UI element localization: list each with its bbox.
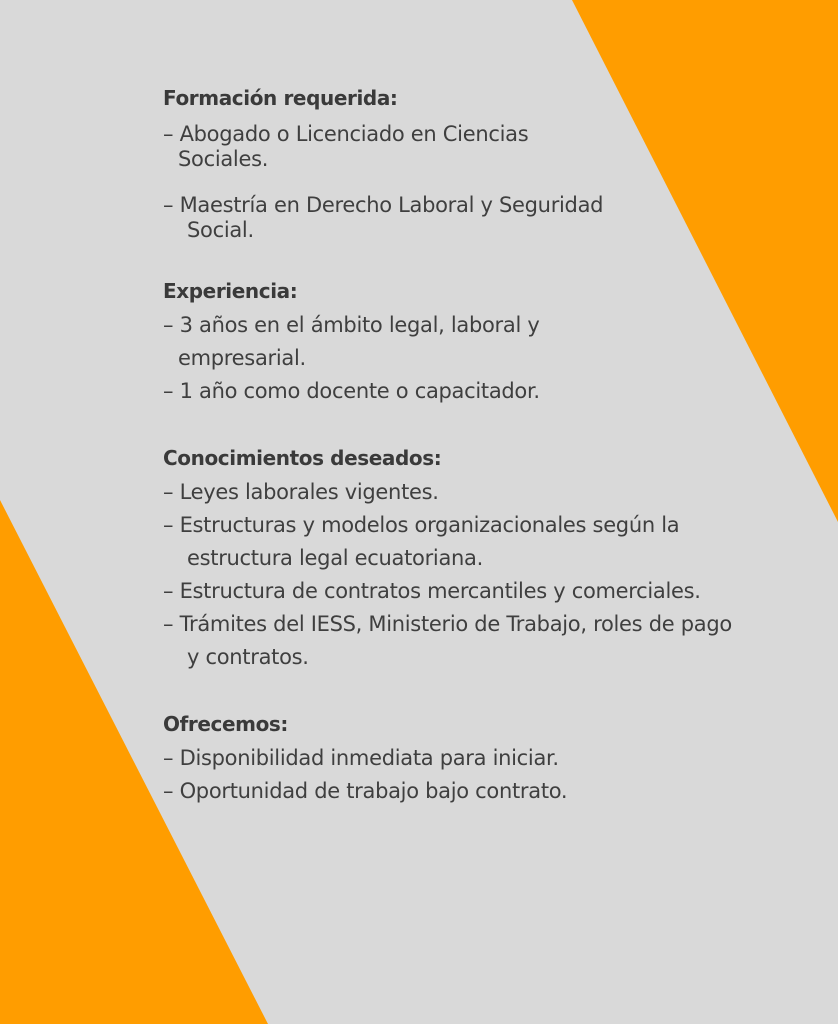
job-requirements [163, 86, 803, 808]
list-item-line: – 1 año como docente o capacitador. [163, 379, 540, 403]
list-item-continuation: estructura legal ecuatoriana. [187, 546, 483, 570]
list-item [163, 193, 803, 243]
list-item-line: – 3 años en el ámbito legal, laboral y [163, 313, 540, 337]
list-item-continuation: Sociales. [178, 147, 269, 171]
section-ofrecemos [163, 712, 803, 808]
list-item-line: – Abogado o Licenciado en Ciencias [163, 122, 529, 146]
section-heading: Conocimientos deseados: [163, 446, 442, 470]
list-item [163, 476, 803, 509]
list-item [163, 575, 803, 608]
list-item [163, 309, 803, 375]
list-item [163, 742, 803, 775]
section-conocimientos [163, 446, 803, 674]
list-item-line: – Oportunidad de trabajo bajo contrato. [163, 779, 568, 803]
list-item [163, 608, 803, 674]
list-item-line: – Maestría en Derecho Laboral y Seguridad [163, 193, 604, 217]
list-item-continuation: Social. [187, 218, 254, 242]
list-item-line: – Estructuras y modelos organizacionales según la [163, 513, 680, 537]
list-item [163, 775, 803, 808]
list-item-line: – Leyes laborales vigentes. [163, 480, 439, 504]
section-heading: Ofrecemos: [163, 712, 289, 736]
section-formacion [163, 86, 803, 243]
list-item [163, 375, 803, 408]
list-item-continuation: y contratos. [187, 645, 309, 669]
list-item-line: – Disponibilidad inmediata para iniciar. [163, 746, 559, 770]
list-item-line: – Trámites del IESS, Ministerio de Trabajo, roles de pago [163, 612, 732, 636]
list-item-line: – Estructura de contratos mercantiles y comerciales. [163, 579, 701, 603]
section-experiencia [163, 279, 803, 408]
section-heading: Experiencia: [163, 279, 298, 303]
list-item [163, 509, 803, 575]
section-heading: Formación requerida: [163, 86, 398, 110]
list-item [163, 122, 803, 172]
list-item-continuation: empresarial. [178, 346, 306, 370]
